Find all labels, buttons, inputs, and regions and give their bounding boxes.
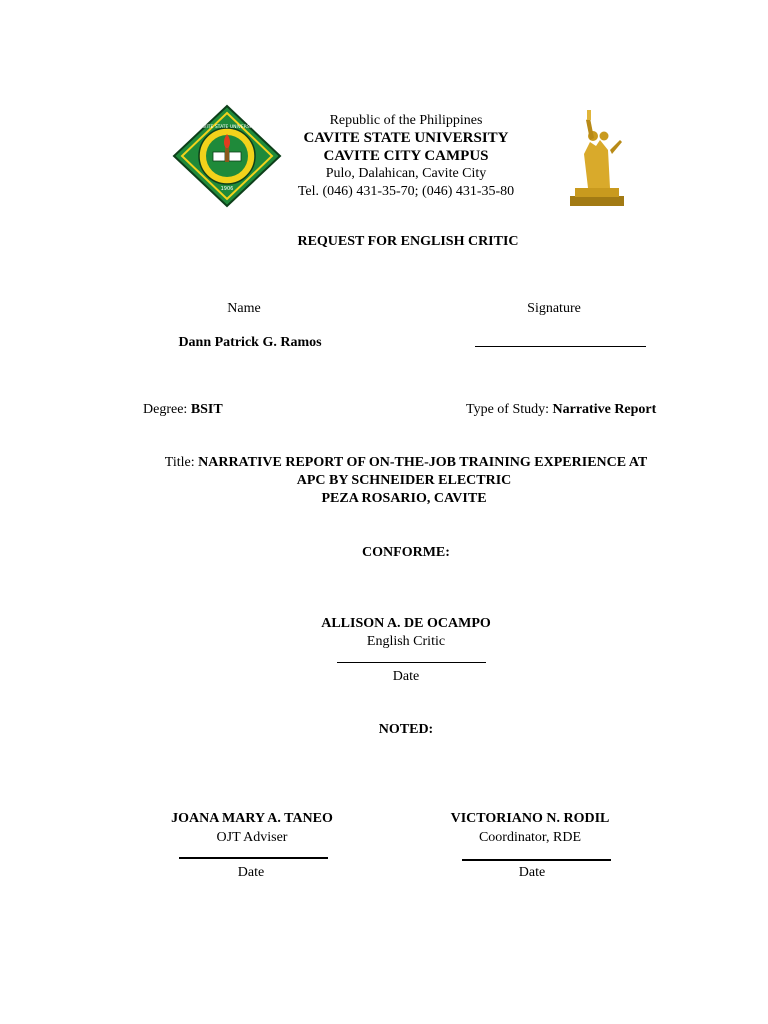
coordinator-date-line (462, 859, 611, 861)
coordinator-date-label: Date (518, 865, 546, 880)
title-line-3: PEZA ROSARIO, CAVITE (321, 491, 487, 506)
degree-label: Degree: (143, 402, 188, 417)
adviser-name: JOANA MARY A. TANEO (171, 811, 333, 826)
address-line: Pulo, Dalahican, Cavite City (325, 166, 487, 181)
critic-date-label: Date (392, 669, 420, 684)
university-name: CAVITE STATE UNIVERSITY (303, 130, 509, 146)
telephone-line: Tel. (046) 431-35-70; (046) 431-35-80 (297, 184, 515, 199)
study-value: Narrative Report (552, 402, 657, 417)
name-label: Name (227, 301, 261, 316)
signature-line (475, 346, 646, 347)
critic-date-line (337, 662, 486, 663)
monument-icon (566, 110, 628, 208)
adviser-role: OJT Adviser (216, 830, 288, 845)
degree-field (143, 401, 223, 419)
svg-text:CAVITE STATE UNIVERSITY: CAVITE STATE UNIVERSITY (197, 125, 257, 130)
title-label: Title: (164, 455, 195, 470)
study-label: Type of Study: (466, 402, 550, 417)
republic-line: Republic of the Philippines (329, 113, 483, 128)
adviser-date-line (179, 857, 328, 859)
campus-name: CAVITE CITY CAMPUS (323, 148, 489, 164)
student-name: Dann Patrick G. Ramos (178, 335, 322, 350)
noted-heading: NOTED: (378, 722, 434, 737)
title-line-1 (100, 454, 712, 472)
conforme-heading: CONFORME: (362, 545, 450, 560)
coordinator-name: VICTORIANO N. RODIL (450, 811, 610, 826)
document-title: REQUEST FOR ENGLISH CRITIC (297, 234, 519, 249)
coordinator-role: Coordinator, RDE (478, 830, 582, 845)
adviser-date-label: Date (237, 865, 265, 880)
degree-value: BSIT (190, 402, 223, 417)
critic-name: ALLISON A. DE OCAMPO (321, 616, 491, 631)
study-field (466, 401, 656, 419)
critic-role: English Critic (366, 634, 446, 649)
title-text-1: NARRATIVE REPORT OF ON-THE-JOB TRAINING EXPERIENCE AT (198, 455, 648, 470)
svg-text:1906: 1906 (220, 186, 234, 192)
statue-emblem (566, 110, 628, 208)
title-line-2: APC BY SCHNEIDER ELECTRIC (296, 473, 512, 488)
signature-label: Signature (527, 301, 581, 316)
